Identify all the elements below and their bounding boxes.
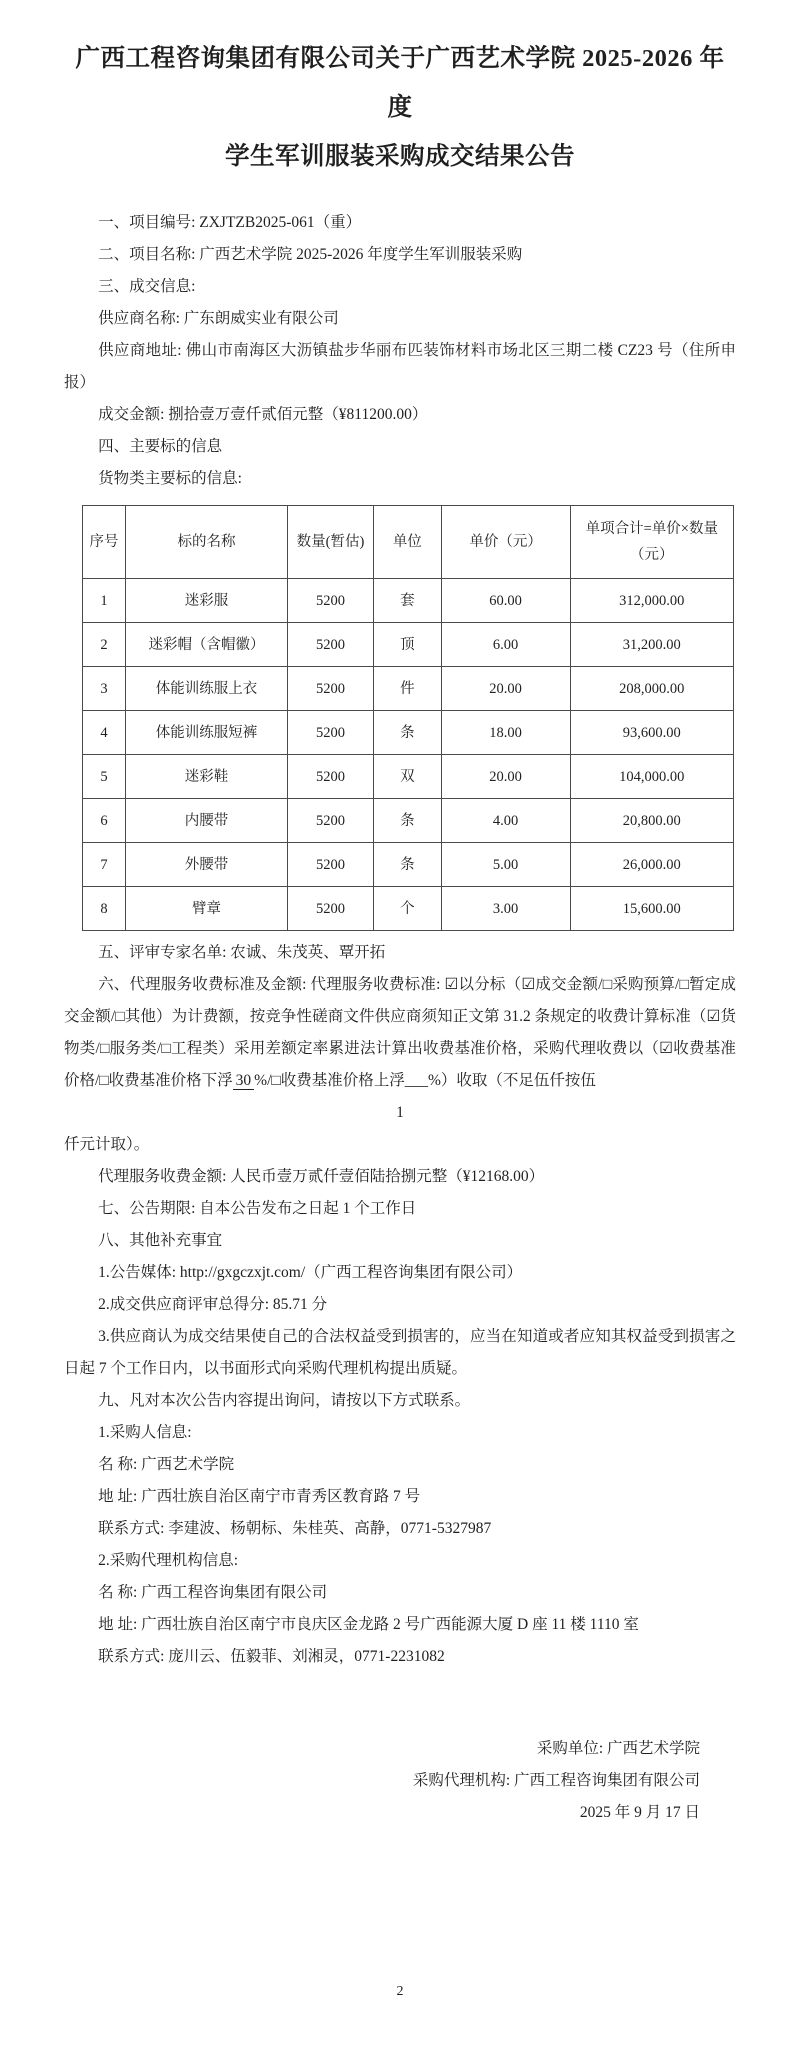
fee-blank-underline: ___ [404, 1072, 429, 1089]
cell-total: 20,800.00 [570, 799, 733, 843]
cell-unit: 套 [373, 579, 441, 623]
cell-no: 8 [83, 887, 126, 931]
cell-unit: 条 [373, 799, 441, 843]
heading-agency-info: 2.采购代理机构信息: [98, 1552, 239, 1569]
fee-text-part1: 六、代理服务收费标准及金额: 代理服务收费标准: ☑以分标（☑成交金额/□采购预算/□暂定成交金额/□其他）为计费额，按竞争性磋商文件供应商须知正文第 31.2 条规定的收费计算标准（☑货物类/□服务类/□工程类）采用差额定率累进法计算出收费基准价格，采购代理收费以（☑收费基准价格/□收费基准价格下浮 [64, 976, 736, 1089]
table-row [83, 711, 734, 755]
column-header-total-line1: 单项合计=单价×数量 [585, 521, 718, 537]
table-row [83, 887, 734, 931]
column-header-name: 标的名称 [125, 506, 287, 579]
cell-no: 3 [83, 667, 126, 711]
cell-total: 26,000.00 [570, 843, 733, 887]
cell-price: 3.00 [441, 887, 570, 931]
signature-block [64, 1733, 736, 1829]
cell-no: 5 [83, 755, 126, 799]
cell-qty: 5200 [288, 843, 374, 887]
paragraph-agency-name: 名 称: 广西工程咨询集团有限公司 [98, 1584, 328, 1601]
paragraph-purchaser-contact: 联系方式: 李建波、杨朝标、朱桂英、高静，0771-5327987 [98, 1520, 492, 1537]
column-header-price: 单价（元） [441, 506, 570, 579]
page-title [64, 34, 736, 181]
cell-price: 6.00 [441, 623, 570, 667]
cell-unit: 条 [373, 711, 441, 755]
goods-table [82, 505, 734, 931]
cell-qty: 5200 [288, 623, 374, 667]
heading-goods-info: 货物类主要标的信息: [98, 470, 242, 487]
paragraph-supplier-name: 供应商名称: 广东朗威实业有限公司 [98, 310, 339, 327]
paragraph-fee-tail: 仟元计取）。 [64, 1136, 150, 1153]
cell-qty: 5200 [288, 887, 374, 931]
heading-purchaser-info: 1.采购人信息: [98, 1424, 192, 1441]
cell-name: 迷彩帽（含帽徽） [125, 623, 287, 667]
cell-name: 体能训练服短裤 [125, 711, 287, 755]
paragraph-project-number: 一、项目编号: ZXJTZB2025-061（重） [98, 214, 362, 231]
paragraph-project-name: 二、项目名称: 广西艺术学院 2025-2026 年度学生军训服装采购 [98, 246, 523, 263]
paragraph-deal-amount: 成交金额: 捌拾壹万壹仟贰佰元整（¥811200.00） [98, 406, 428, 423]
table-row [83, 667, 734, 711]
cell-price: 4.00 [441, 799, 570, 843]
page-title-line2: 学生军训服装采购成交结果公告 [225, 143, 575, 170]
paragraph-purchaser-name: 名 称: 广西艺术学院 [98, 1456, 235, 1473]
column-header-unit: 单位 [373, 506, 441, 579]
cell-total: 312,000.00 [570, 579, 733, 623]
signature-date: 2025 年 9 月 17 日 [579, 1804, 700, 1821]
fee-text-part3: %）收取（不足伍仟按伍 [428, 1072, 596, 1089]
paragraph-objection-rule: 3.供应商认为成交结果使自己的合法权益受到损害的，应当在知道或者应知其权益受到损害之日起 7 个工作日内，以书面形式向采购代理机构提出质疑。 [64, 1328, 736, 1377]
table-header-row [83, 506, 734, 579]
cell-price: 20.00 [441, 755, 570, 799]
fee-discount-value: 30 [233, 1072, 255, 1090]
cell-name: 迷彩服 [125, 579, 287, 623]
cell-no: 2 [83, 623, 126, 667]
cell-no: 4 [83, 711, 126, 755]
column-header-total-line2: （元） [630, 547, 674, 563]
cell-price: 5.00 [441, 843, 570, 887]
cell-qty: 5200 [288, 579, 374, 623]
signature-purchaser: 采购单位: 广西艺术学院 [536, 1740, 700, 1757]
table-row [83, 623, 734, 667]
cell-name: 内腰带 [125, 799, 287, 843]
paragraph-announcement-media: 1.公告媒体: http://gxgczxjt.com/（广西工程咨询集团有限公司） [98, 1264, 523, 1281]
paragraph-agency-contact: 联系方式: 庞川云、伍毅菲、刘湘灵，0771-2231082 [98, 1648, 445, 1665]
signature-agency: 采购代理机构: 广西工程咨询集团有限公司 [412, 1772, 700, 1789]
page-number-mid: 1 [396, 1104, 404, 1121]
heading-deal-info: 三、成交信息: [98, 278, 196, 295]
cell-unit: 顶 [373, 623, 441, 667]
cell-qty: 5200 [288, 799, 374, 843]
cell-name: 外腰带 [125, 843, 287, 887]
paragraph-notice-period: 七、公告期限: 自本公告发布之日起 1 个工作日 [98, 1200, 417, 1217]
column-header-total [570, 506, 733, 579]
cell-no: 7 [83, 843, 126, 887]
table-row [83, 799, 734, 843]
cell-total: 104,000.00 [570, 755, 733, 799]
cell-price: 18.00 [441, 711, 570, 755]
cell-price: 20.00 [441, 667, 570, 711]
heading-other-matters: 八、其他补充事宜 [98, 1232, 223, 1249]
cell-unit: 个 [373, 887, 441, 931]
cell-total: 31,200.00 [570, 623, 733, 667]
paragraph-agency-address: 地 址: 广西壮族自治区南宁市良庆区金龙路 2 号广西能源大厦 D 座 11 楼 1110 室 [98, 1616, 639, 1633]
cell-no: 6 [83, 799, 126, 843]
cell-name: 迷彩鞋 [125, 755, 287, 799]
paragraph-experts: 五、评审专家名单: 农诚、朱茂英、覃开拓 [98, 944, 386, 961]
paragraph-purchaser-address: 地 址: 广西壮族自治区南宁市青秀区教育路 7 号 [98, 1488, 421, 1505]
cell-total: 15,600.00 [570, 887, 733, 931]
paragraph-supplier-address: 供应商地址: 佛山市南海区大沥镇盐步华丽布匹装饰材料市场北区三期二楼 CZ23 号（住所申报） [64, 342, 736, 391]
paragraph-review-score: 2.成交供应商评审总得分: 85.71 分 [98, 1296, 328, 1313]
column-header-qty: 数量(暂估) [288, 506, 374, 579]
paragraph-agency-fee-amount: 代理服务收费金额: 人民币壹万贰仟壹佰陆拾捌元整（¥12168.00） [98, 1168, 545, 1185]
table-row [83, 843, 734, 887]
cell-qty: 5200 [288, 667, 374, 711]
fee-text-part2: %/□收费基准价格上浮 [254, 1072, 405, 1089]
cell-unit: 双 [373, 755, 441, 799]
page-title-line1: 广西工程咨询集团有限公司关于广西艺术学院 2025-2026 年度 [75, 45, 725, 121]
cell-qty: 5200 [288, 755, 374, 799]
page-number-footer: 2 [396, 1984, 404, 1999]
cell-total: 93,600.00 [570, 711, 733, 755]
paragraph-agency-fee-standard [64, 969, 736, 1097]
cell-total: 208,000.00 [570, 667, 733, 711]
cell-name: 体能训练服上衣 [125, 667, 287, 711]
column-header-no: 序号 [83, 506, 126, 579]
table-row [83, 579, 734, 623]
cell-price: 60.00 [441, 579, 570, 623]
heading-contact-info: 九、凡对本次公告内容提出询问，请按以下方式联系。 [98, 1392, 471, 1409]
cell-no: 1 [83, 579, 126, 623]
heading-subject-info: 四、主要标的信息 [98, 438, 223, 455]
cell-unit: 件 [373, 667, 441, 711]
cell-qty: 5200 [288, 711, 374, 755]
cell-unit: 条 [373, 843, 441, 887]
table-row [83, 755, 734, 799]
cell-name: 臂章 [125, 887, 287, 931]
